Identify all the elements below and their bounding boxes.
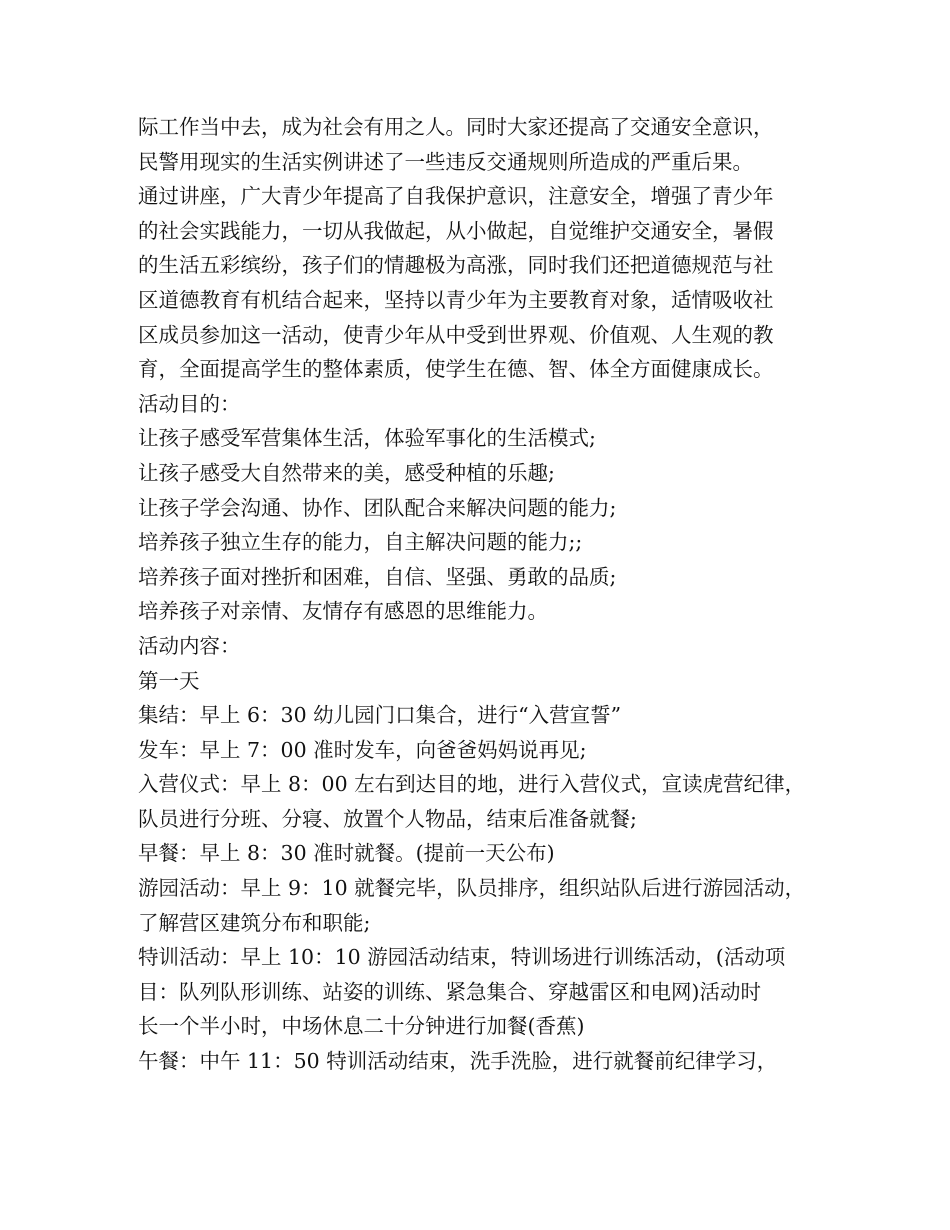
schedule-item: 早餐：早上 8：30 准时就餐。(提前一天公布) — [138, 841, 555, 866]
text-line: 民警用现实的生活实例讲述了一些违反交通规则所造成的严重后果。 — [138, 149, 753, 174]
schedule-item: 发车：早上 7：00 准时发车，向爸爸妈妈说再见; — [138, 737, 587, 762]
list-item: 培养孩子独立生存的能力，自主解决问题的能力;; — [138, 530, 583, 555]
schedule-item: 集结：早上 6：30 幼儿园门口集合，进行“入营宣誓” — [138, 703, 622, 728]
section-heading: 活动目的： — [138, 391, 241, 416]
text-line: 目：队列队形训练、站姿的训练、紧急集合、穿越雷区和电网)活动时 — [138, 979, 761, 1004]
list-item: 让孩子学会沟通、协作、团队配合来解决问题的能力; — [138, 495, 617, 520]
text-line: 区道德教育有机结合起来，坚持以青少年为主要教育对象，适情吸收社 — [138, 287, 774, 312]
list-item: 培养孩子面对挫折和困难，自信、坚强、勇敢的品质; — [138, 564, 617, 589]
text-line: 区成员参加这一活动，使青少年从中受到世界观、价值观、人生观的教 — [138, 322, 774, 347]
schedule-item: 特训活动：早上 10：10 游园活动结束，特训场进行训练活动，(活动项 — [138, 945, 786, 970]
list-item: 让孩子感受大自然带来的美，感受种植的乐趣; — [138, 460, 555, 485]
schedule-item: 午餐：中午 11：50 特训活动结束，洗手洗脸，进行就餐前纪律学习， — [138, 1049, 778, 1074]
text-line: 的生活五彩缤纷，孩子们的情趣极为高涨，同时我们还把道德规范与社 — [138, 253, 774, 278]
text-line: 通过讲座，广大青少年提高了自我保护意识，注意安全，增强了青少年 — [138, 184, 774, 209]
schedule-item: 游园活动：早上 9：10 就餐完毕，队员排序，组织站队后进行游园活动， — [138, 876, 806, 901]
list-item: 培养孩子对亲情、友情存有感恩的思维能力。 — [138, 599, 548, 624]
document-body — [138, 110, 838, 1079]
text-line: 的社会实践能力，一切从我做起，从小做起，自觉维护交通安全，暑假 — [138, 218, 774, 243]
text-line: 长一个半小时，中场休息二十分钟进行加餐(香蕉) — [138, 1014, 585, 1039]
text-line: 际工作当中去，成为社会有用之人。同时大家还提高了交通安全意识， — [138, 115, 774, 139]
text-line: 育，全面提高学生的整体素质，使学生在德、智、体全方面健康成长。 — [138, 357, 774, 382]
section-heading: 活动内容： — [138, 633, 241, 658]
day-heading: 第一天 — [138, 668, 200, 693]
list-item: 让孩子感受军营集体生活，体验军事化的生活模式; — [138, 426, 596, 451]
text-line: 了解营区建筑分布和职能; — [138, 910, 371, 935]
schedule-item: 入营仪式：早上 8：00 左右到达目的地，进行入营仪式，宣读虎营纪律， — [138, 772, 806, 797]
text-line: 队员进行分班、分寝、放置个人物品，结束后准备就餐; — [138, 806, 637, 831]
